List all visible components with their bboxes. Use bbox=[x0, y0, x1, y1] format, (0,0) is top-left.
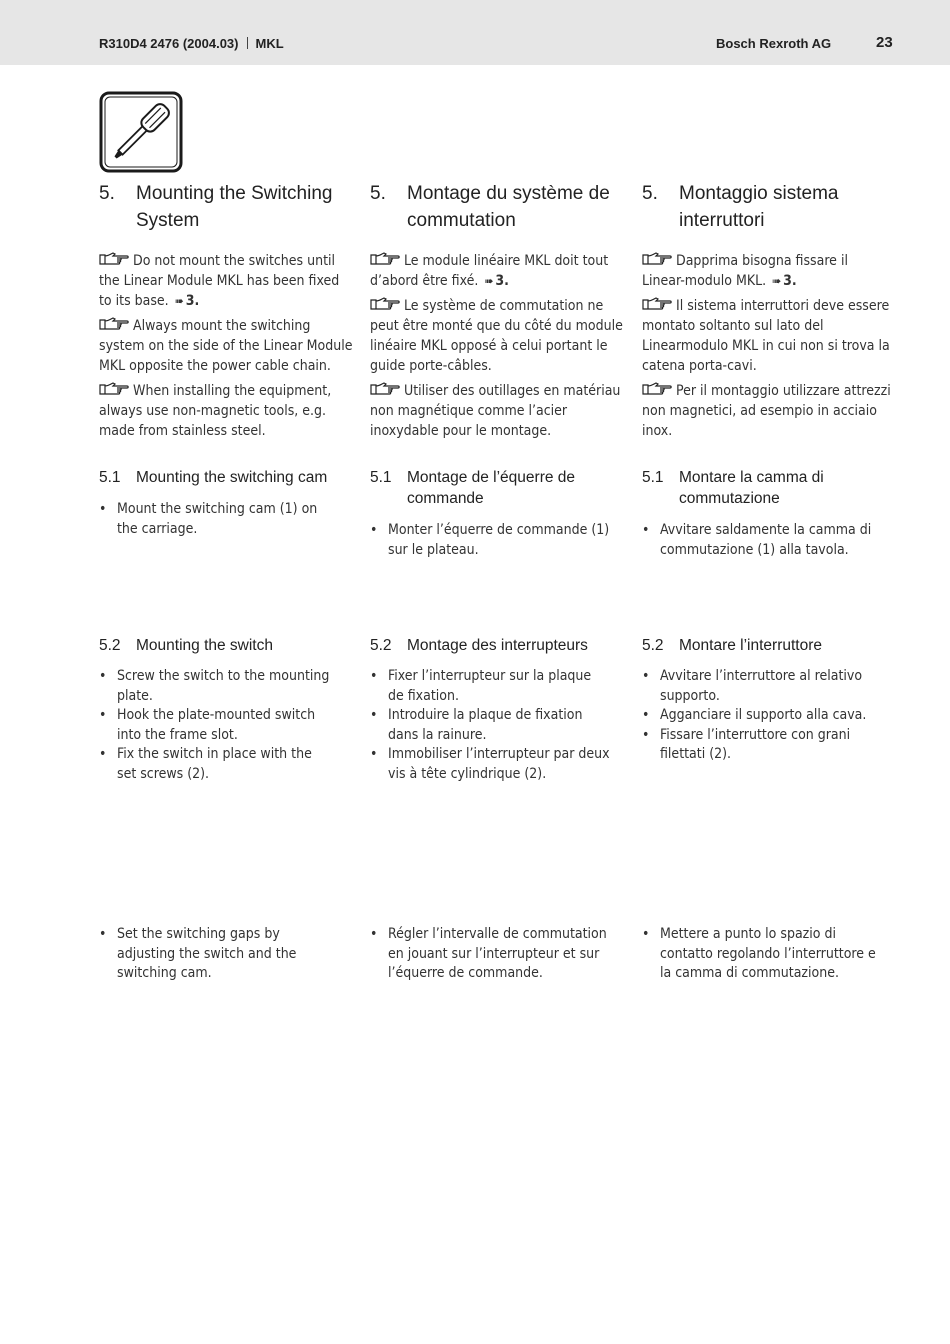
section-5-1-title: 5.1 Mounting the switching cam bbox=[99, 469, 328, 486]
note-paragraph: Dapprima bisogna fissare il Linear-modulo MKL. ➠ 3. bbox=[642, 253, 848, 289]
list-item: • Monter l’équerre de commande (1) sur le plateau. bbox=[370, 521, 610, 560]
cross-reference: 3. bbox=[495, 273, 509, 289]
page-header bbox=[0, 0, 950, 65]
note-paragraph: Per il montaggio utilizzare attrezzi non magnetici, ad esempio in acciaio inox. bbox=[642, 383, 891, 439]
arrow-icon: ➠ bbox=[772, 274, 782, 288]
header-doc-info bbox=[99, 36, 284, 51]
section-5-title: 5. Montage du système de commutation bbox=[370, 180, 630, 234]
list-item: • Mettere a punto lo spazio di contatto regolando l’interruttore e la camma di commutazione. bbox=[642, 925, 887, 984]
page-number: 23 bbox=[876, 34, 893, 51]
note-paragraph: Utiliser des outillages en matériau non magnétique comme l’acier inoxydable pour le montage. bbox=[370, 383, 621, 439]
bullet-list bbox=[99, 925, 334, 984]
section-5-2-title: 5.2 Montage des interrupteurs bbox=[370, 637, 588, 654]
list-item: • Avvitare saldamente la camma di commutazione (1) alla tavola. bbox=[642, 521, 882, 560]
list-item: • Introduire la plaque de fixation dans la rainure. bbox=[370, 706, 610, 745]
bullet-list bbox=[642, 521, 882, 560]
arrow-icon: ➠ bbox=[484, 274, 494, 288]
cross-reference: 3. bbox=[783, 273, 797, 289]
note-paragraph: Le système de commutation ne peut être monté que du côté du module linéaire MKL opposé à celui portant le guide porte-câbles. bbox=[370, 298, 623, 374]
section-5-2-title: 5.2 Mounting the switch bbox=[99, 637, 273, 654]
section-5-2-title: 5.2 Montare l’interruttore bbox=[642, 637, 823, 654]
note-paragraph: When installing the equipment, always use non-magnetic tools, e.g. made from stainless steel. bbox=[99, 383, 332, 439]
arrow-icon: ➠ bbox=[174, 294, 184, 308]
section-5-title: 5. Montaggio sistema interruttori bbox=[642, 180, 902, 234]
bullet-list bbox=[99, 667, 334, 784]
pointing-hand-icon bbox=[370, 252, 400, 266]
pointing-hand-icon bbox=[99, 252, 129, 266]
pointing-hand-icon bbox=[370, 382, 400, 396]
pointing-hand-icon bbox=[370, 297, 400, 311]
list-item: • Fix the switch in place with the set screws (2). bbox=[99, 745, 334, 784]
note-paragraph: Il sistema interruttori deve essere montato soltanto sul lato del Linearmodulo MKL in cui non si trova la catena porta-cavi. bbox=[642, 298, 890, 374]
pointing-hand-icon bbox=[99, 317, 129, 331]
product-name: MKL bbox=[255, 36, 284, 51]
note-paragraph: Do not mount the switches until the Linear Module MKL has been fixed to its base. ➠ 3. bbox=[99, 253, 340, 309]
list-item: • Fissare l’interruttore con grani filettati (2). bbox=[642, 726, 872, 765]
note-paragraph: Always mount the switching system on the side of the Linear Module MKL opposite the power cable chain. bbox=[99, 318, 353, 374]
pointing-hand-icon bbox=[642, 252, 672, 266]
list-item: • Mount the switching cam (1) on the carriage. bbox=[99, 500, 339, 539]
list-item: • Screw the switch to the mounting plate. bbox=[99, 667, 334, 706]
bullet-list bbox=[642, 667, 872, 765]
section-title-text: Montaggio sistema interruttori bbox=[679, 183, 839, 231]
pointing-hand-icon bbox=[642, 382, 672, 396]
section-title-text: Montage du système de commutation bbox=[407, 183, 610, 231]
cross-reference: 3. bbox=[185, 293, 200, 309]
list-item: • Set the switching gaps by adjusting the switch and the switching cam. bbox=[99, 925, 334, 984]
bullet-list bbox=[642, 925, 887, 984]
list-item: • Immobiliser l’interrupteur par deux vis à tête cylindrique (2). bbox=[370, 745, 610, 784]
company-name: Bosch Rexroth AG bbox=[716, 36, 832, 51]
note-paragraph: Le module linéaire MKL doit tout d’abord être fixé. ➠ 3. bbox=[370, 253, 609, 289]
list-item: • Régler l’intervalle de commutation en jouant sur l’interrupteur et sur l’équerre de commande. bbox=[370, 925, 622, 984]
pointing-hand-icon bbox=[99, 382, 129, 396]
section-5-1-title: 5.1 Montare la camma di commutazione bbox=[642, 469, 824, 507]
screwdriver-icon bbox=[99, 91, 183, 173]
header-separator bbox=[247, 37, 248, 49]
pointing-hand-icon bbox=[642, 297, 672, 311]
list-item: • Avvitare l’interruttore al relativo supporto. bbox=[642, 667, 872, 706]
list-item: • Hook the plate-mounted switch into the frame slot. bbox=[99, 706, 334, 745]
doc-number: R310D4 2476 (2004.03) bbox=[99, 36, 239, 51]
section-5-title: 5. Mounting the Switching System bbox=[99, 180, 359, 234]
bullet-list bbox=[370, 521, 610, 560]
bullet-list bbox=[370, 667, 610, 784]
section-title-text: Mounting the Switching System bbox=[136, 183, 333, 231]
bullet-list bbox=[99, 500, 339, 539]
list-item: • Fixer l’interrupteur sur la plaque de fixation. bbox=[370, 667, 610, 706]
bullet-list bbox=[370, 925, 622, 984]
section-5-1-title: 5.1 Montage de l’équerre de commande bbox=[370, 469, 576, 507]
list-item: • Agganciare il supporto alla cava. bbox=[642, 706, 872, 726]
